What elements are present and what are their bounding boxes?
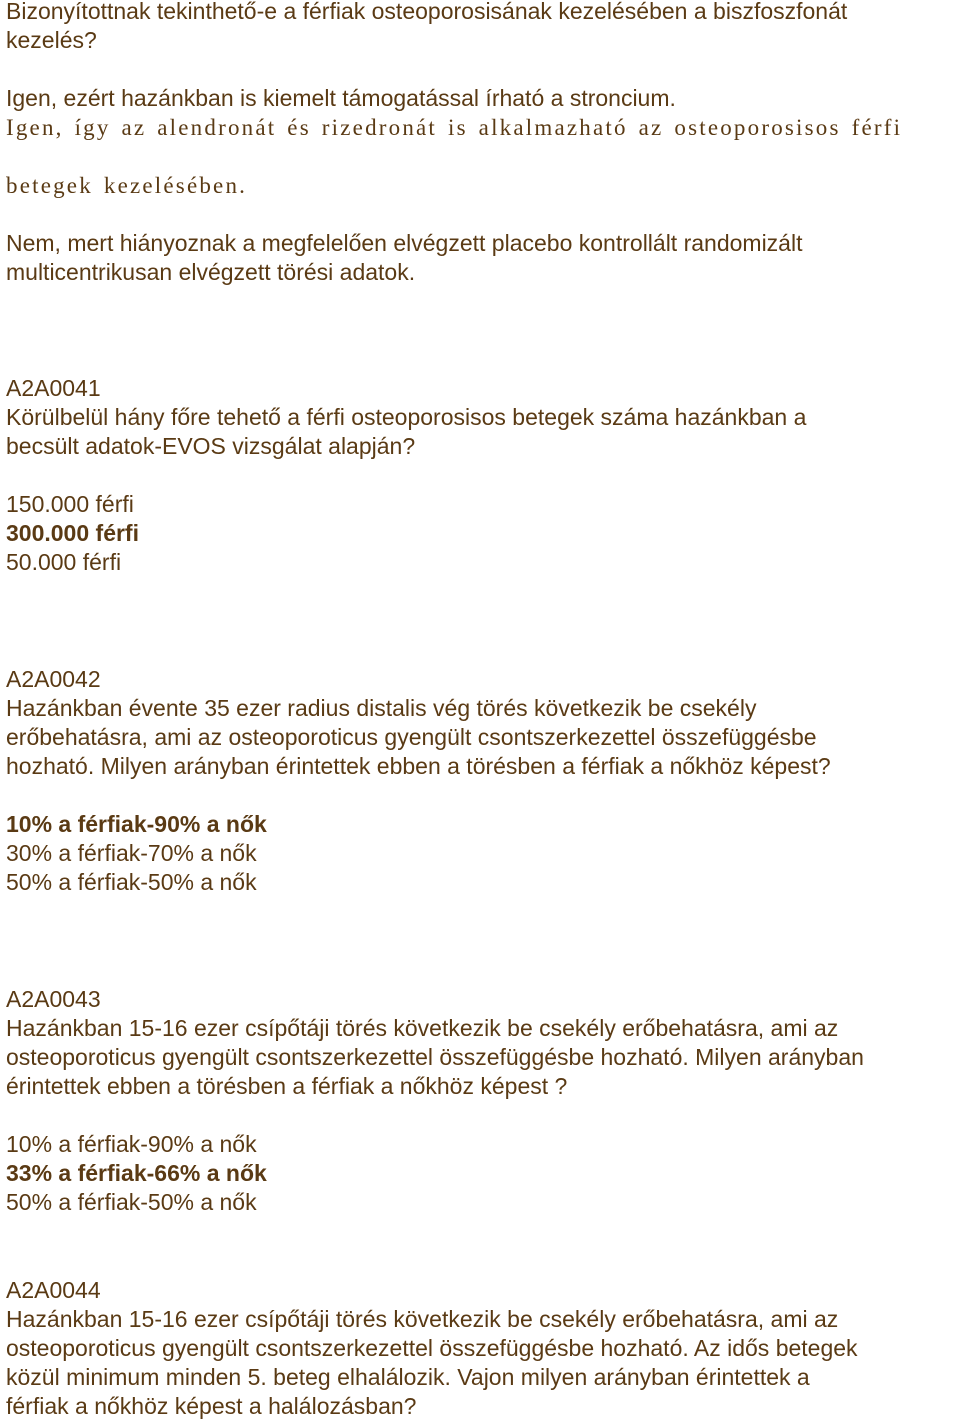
answer-option: 150.000 férfi [6, 491, 134, 517]
question-text-line: osteoporoticus gyengült csontszerkezettel összefüggésbe hozható. Milyen arányban [6, 1044, 864, 1070]
intro-question-line-2: kezelés? [6, 27, 97, 53]
question-text-line: közül minimum minden 5. beteg elhalálozik. Vajon milyen arányban érintettek a [6, 1364, 810, 1390]
answer-option: 10% a férfiak-90% a nők [6, 1131, 257, 1157]
question-id: A2A0043 [6, 986, 101, 1012]
question-text-line: Hazánkban 15-16 ezer csípőtáji törés következik be csekély erőbehatásra, ami az [6, 1306, 839, 1332]
question-id: A2A0044 [6, 1277, 101, 1303]
answer-option: 50% a férfiak-50% a nők [6, 1189, 257, 1215]
answer-option: 50.000 férfi [6, 549, 122, 575]
answer-option-correct: 10% a férfiak-90% a nők [6, 811, 267, 837]
answer-option-correct: 33% a férfiak-66% a nők [6, 1160, 267, 1186]
question-text-line: osteoporoticus gyengült csontszerkezettel összefüggésbe hozható. Az idős betegek [6, 1335, 858, 1361]
question-text-line: férfiak a nőkhöz képest a halálozásban? [6, 1393, 417, 1419]
answer-option: 30% a férfiak-70% a nők [6, 840, 257, 866]
intro-answer-1: Igen, ezért hazánkban is kiemelt támogatással írható a stroncium. [6, 85, 676, 111]
question-id: A2A0041 [6, 375, 101, 401]
intro-answer-2-line-2: betegek kezelésében. [6, 173, 248, 198]
question-text-line: Körülbelül hány főre tehető a férfi osteoporosisos betegek száma hazánkban a [6, 404, 807, 430]
question-text-line: érintettek ebben a törésben a férfiak a nőkhöz képest ? [6, 1073, 568, 1099]
answer-option: 50% a férfiak-50% a nők [6, 869, 257, 895]
intro-answer-3-line-2: multicentrikusan elvégzett törési adatok. [6, 259, 416, 285]
question-text-line: Hazánkban évente 35 ezer radius distalis vég törés következik be csekély [6, 695, 757, 721]
intro-question-line-1: Bizonyítottnak tekinthető-e a férfiak osteoporosisának kezelésében a biszfoszfonát [6, 0, 848, 24]
question-text-line: erőbehatásra, ami az osteoporoticus gyengült csontszerkezettel összefüggésbe [6, 724, 817, 750]
question-id: A2A0042 [6, 666, 101, 692]
intro-answer-2-line-1: Igen, így az alendronát és rizedronát is alkalmazható az osteoporosisos férfi [6, 115, 903, 140]
question-text-line: hozható. Milyen arányban érintettek ebben a törésben a férfiak a nőkhöz képest? [6, 753, 831, 779]
answer-option-correct: 300.000 férfi [6, 520, 139, 546]
question-text-line: Hazánkban 15-16 ezer csípőtáji törés következik be csekély erőbehatásra, ami az [6, 1015, 839, 1041]
intro-answer-3-line-1: Nem, mert hiányoznak a megfelelően elvégzett placebo kontrollált randomizált [6, 230, 803, 256]
question-text-line: becsült adatok-EVOS vizsgálat alapján? [6, 433, 416, 459]
